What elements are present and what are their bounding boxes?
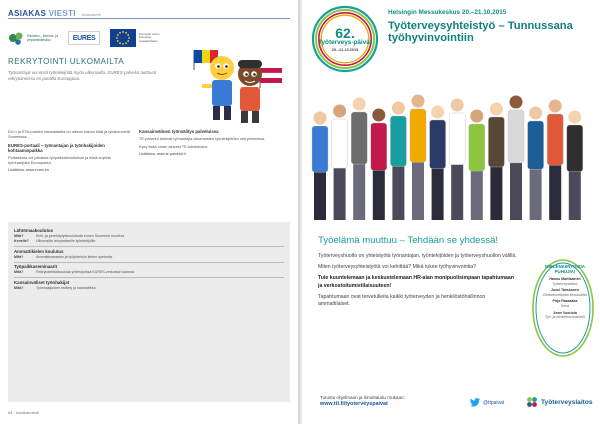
article-lead: Työnantajat voi etsiä työntekijöitä myös ulkomailta. EURES-palvelut auttavat rekrytoinnissa eri puolilta Eurooppaa. [8,70,157,81]
service-heading-2: Työpaikkaseminaarit [14,264,58,270]
speaker-role: Työterveyslaitos [552,281,578,286]
workers-illustration [182,30,292,130]
event-title: Työterveysyhteistyö – Tunnussana työhyvinvointiin [388,20,573,45]
eu-flag-icon [110,29,136,47]
badge-number: 62. [335,25,355,42]
person-figure [528,107,544,221]
article-column-1 [8,127,133,219]
speaker-role: Työ- ja elinkeinoministeriö [544,315,586,320]
twitter-handle-text: @ttpaivat [483,399,505,406]
right-page [302,0,600,424]
service-row: Mitä? Työnhakijoiden esittely ja haastattelut. [14,286,97,291]
speaker-name: Hannu Martikainen [549,277,581,281]
person-figure [410,95,426,221]
page-header [8,7,290,19]
brand-part-a: ASIAKAS [8,9,47,18]
ely-logo [8,28,58,48]
person-figure [449,99,465,221]
services-box [8,222,290,402]
col2-paragraph-1: Kysy lisää oman alueesi TE-toimistosta. [139,143,208,149]
service-heading-1: Ammattikielen koulutus [14,248,64,254]
col1-heading-1: EURES-portaali – työnantajan ja työnhakijoiden kohtaamispaikka [8,142,105,154]
person-figure [430,106,446,221]
speaker-name: Anne Vuoriola [553,310,577,315]
service-row: Mitä? Kieli- ja perehdytyskoulutusta ennen Suomeen muuttoa. [14,234,126,238]
col1-paragraph-1: Portaalissa voi julkaista työpaikkailmoituksia ja etsiä sopivia työnhakijoita Euroopasta. [8,154,111,165]
service-heading-0: Lähtömaakoulutus [14,228,54,233]
event-header [388,9,594,44]
speaker-name: Jussi Tanskanen [551,288,579,293]
col1-link[interactable]: Lisätietoa: www.eures.eu [8,168,49,173]
col2-link[interactable]: Lisätietoa: www.te-palvelut.fi [139,152,186,157]
person-figure [312,112,328,221]
org-name: Työterveyslaitos [541,398,593,406]
ely-text-1: Elinkeino-, liikenne- ja [27,34,59,38]
event-dates: 20.–21.10.2015 [461,9,507,16]
badge-name: Työterveys-päivät [318,39,372,47]
eu-logo [110,28,169,48]
brand-part-b: VIESTI [48,9,76,18]
event-location: Helsingin Messukeskus [388,9,461,16]
person-figure [390,102,406,221]
event-body [318,253,518,312]
speakers-box [538,264,592,320]
org-logo [526,396,593,408]
person-figure [371,109,387,221]
service-row: Mitä? Ammattisanaston ja työyhteisön kielen opetusta. [14,254,113,259]
magazine-brand [8,9,76,18]
badge-dates: 20.–21.10.2015 [331,47,359,52]
article-column-2 [139,127,291,219]
body-paragraph-3: Tapahtumaan ovat tervetulleita kaikki työterveyden ja henkilöstöhallinnon ammattilaiset. [318,293,486,308]
partner-logos [8,24,196,52]
twitter-handle[interactable] [470,398,504,407]
divider [14,277,284,278]
service-row: Mitä? Rekrytointitilaisuuksia yhteistyössä EURES-verkoston kanssa. [14,270,135,275]
section-headline: Työelämä muuttuu – Tehdään se yhdessä! [318,235,499,246]
speaker-role: Elinkeinoelämän keskusliitto [543,292,587,297]
body-paragraph-1: Miten työterveysyhteistyötä voi kehittää? Mikä tukee työhyvinvointia? [318,264,477,271]
speaker-name: Pirjo Raasakka [552,299,578,304]
person-figure [332,105,348,221]
divider [14,262,284,263]
col1-paragraph-0: EU:n ja ETA-maiden kansalaisilla on oikeus hakea töitä ja työskennellä Suomessa. [8,129,130,140]
ely-mark-icon [8,30,24,46]
col2-paragraph-0: TE-palvelut tukevat työnantajia ulkomaisten työntekijöiden rekrytoinnissa. [139,135,266,141]
event-badge [310,4,380,74]
header-tagline: Asiakaslehti [81,13,101,17]
speakers-heading: MIELENKIINTOISIA PUHUJIA! [545,264,585,274]
divider [14,246,284,247]
event-location-line [388,9,594,16]
left-page [0,0,298,424]
eu-label: Euroopan unioni Euroopan sosiaalirahasto [139,31,160,43]
people-illustration [310,80,594,220]
registration-link[interactable]: www.ttl.fi/tyoterveyspaivat [320,401,388,408]
body-paragraph-0: Työterveyshuolto on yhteistyötä työnantajan, työntekijöiden ja työterveyshuollon välillä. [318,253,517,259]
person-figure [508,96,524,221]
article-kicker: REKRYTOINTI ULKOMAILTA [8,57,125,66]
page-number: 64 · Asiakasviesti [8,410,39,415]
person-figure [547,100,563,221]
org-mark-icon [526,396,538,408]
registration-info [320,395,405,407]
body-callout: Tule kuuntelemaan ja keskustelemaan HR-alan monipuolisimpaan tapahtumaan ja verkostoitumistilaisuuteen! [318,275,514,289]
service-row: Kenelle? Ulkomailta rekrytoitaville työntekijöille. [14,238,97,243]
registration-text: Tutustu ohjelmaan ja ilmoittaudu mukaan: [320,395,405,400]
person-figure [567,111,583,221]
ely-text-2: ympäristökeskus [27,38,51,42]
person-figure [351,98,367,221]
person-figure [488,103,504,221]
col2-heading-0: Kansainvälinen työnvälitys palveluissa [139,129,219,134]
eures-logo: EURES [68,31,100,45]
service-heading-3: Kansainväliset työnhakijat [14,280,70,286]
twitter-icon [470,398,480,407]
person-figure [469,110,485,221]
speaker-role: Keva [561,303,569,308]
